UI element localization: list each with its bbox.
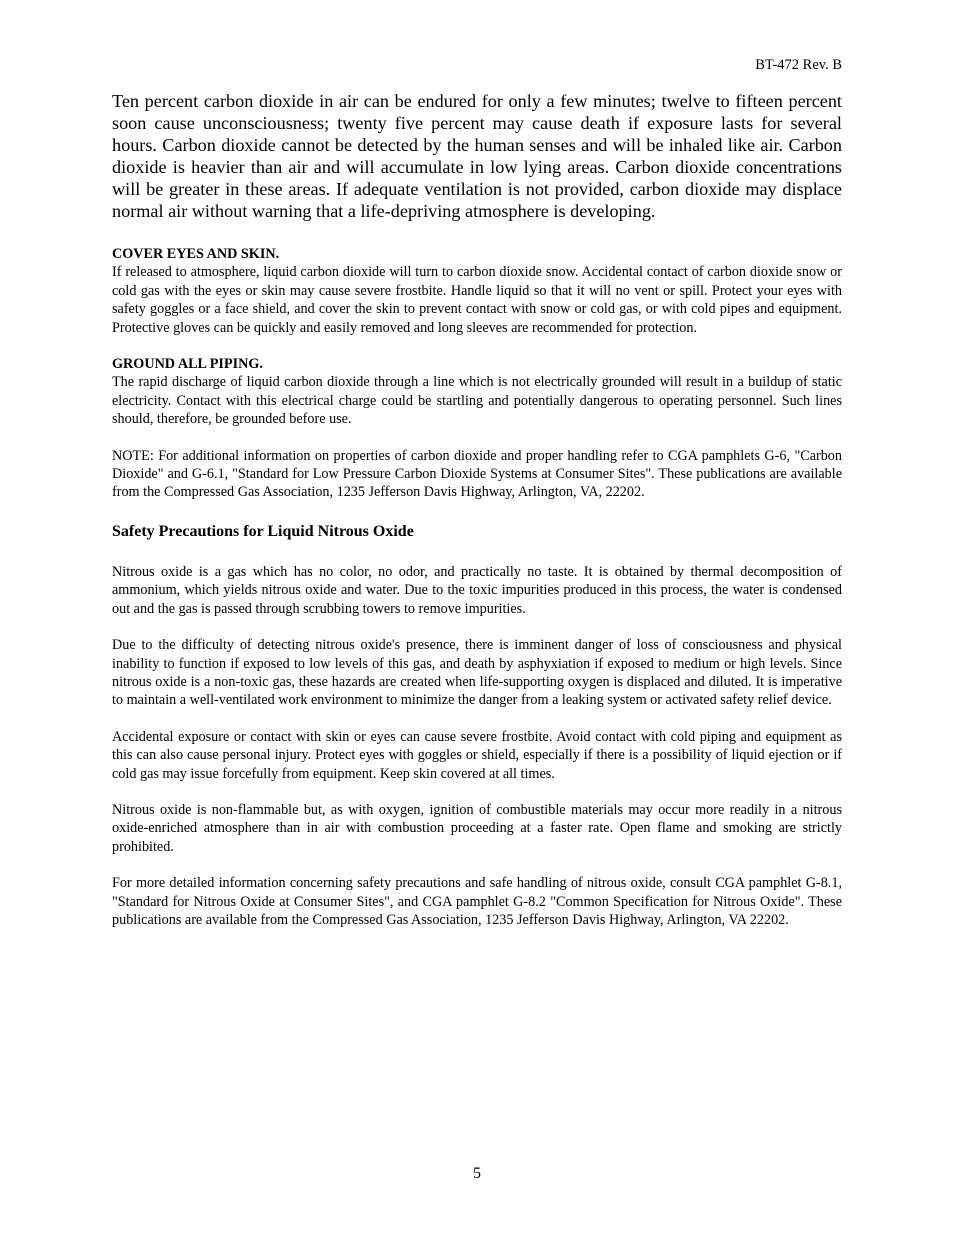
cover-eyes-heading: COVER EYES AND SKIN. (112, 246, 280, 262)
nitrous-paragraph-1: Nitrous oxide is a gas which has no color, no odor, and practically no taste. It is obtained by thermal decomposition of ammonium, which yields nitrous oxide and water. Due to the toxic impurities produced in this process, the water is condensed out and the gas is passed through scrubbing towers to remove impurities. (112, 563, 842, 617)
page-content (112, 90, 842, 929)
ground-piping-paragraph: The rapid discharge of liquid carbon dioxide through a line which is not electrically grounded will result in a buildup of static electricity. Contact with this electrical charge could be startling and potentially dangerous to operating personnel. Such lines should, therefore, be grounded before use. (112, 374, 842, 428)
cover-eyes-paragraph: If released to atmosphere, liquid carbon dioxide will turn to carbon dioxide snow. Accidental contact of carbon dioxide snow or cold gas with the eyes or skin may cause severe frostbite. Handle liquid so that it will no vent or spill. Protect your eyes with safety goggles or a face shield, and cover the skin to prevent contact with snow or cold gas, or with cold pipes and equipment. Protective gloves can be quickly and easily removed and long sleeves are recommended for protection. (112, 264, 842, 336)
note-paragraph: NOTE: For additional information on properties of carbon dioxide and proper handling refer to CGA pamphlets G-6, "Carbon Dioxide" and G-6.1, "Standard for Low Pressure Carbon Dioxide Systems at Consumer Sites". These publications are available from the Compressed Gas Association, 1235 Jefferson Davis Highway, Arlington, VA, 22202. (112, 447, 842, 501)
nitrous-paragraph-3: Accidental exposure or contact with skin or eyes can cause severe frostbite. Avoid contact with cold piping and equipment as this can also cause personal injury. Protect eyes with goggles or shield, especially if there is a possibility of liquid ejection or if cold gas may issue forcefully from equipment. Keep skin covered at all times. (112, 728, 842, 782)
document-id: BT-472 Rev. B (755, 57, 842, 73)
nitrous-paragraph-5: For more detailed information concerning safety precautions and safe handling of nitrous oxide, consult CGA pamphlet G-8.1, "Standard for Nitrous Oxide at Consumer Sites", and CGA pamphlet G-8.2 "Common Specification for Nitrous Oxide". These publications are available from the Compressed Gas Association, 1235 Jefferson Davis Highway, Arlington, VA 22202. (112, 875, 842, 928)
ground-piping-heading: GROUND ALL PIPING. (112, 356, 263, 373)
page-number: 5 (473, 1165, 481, 1182)
nitrous-paragraph-4: Nitrous oxide is non-flammable but, as with oxygen, ignition of combustible materials may occur more readily in a nitrous oxide-enriched atmosphere than in air with combustion proceeding at a faster rate. Open flame and smoking are strictly prohibited. (112, 801, 842, 855)
intro-paragraph: Ten percent carbon dioxide in air can be endured for only a few minutes; twelve to fifteen percent soon cause unconsciousness; twenty five percent may cause death if exposure lasts for several hours. Carbon dioxide cannot be detected by the human senses and will be inhaled like air. Carbon dioxide is heavier than air and will accumulate in low lying areas. Carbon dioxide concentrations will be greater in these areas. If adequate ventilation is not provided, carbon dioxide may displace normal air without warning that a life-depriving atmosphere is developing. (112, 91, 842, 221)
nitrous-section-heading: Safety Precautions for Liquid Nitrous Oxide (112, 522, 414, 540)
nitrous-paragraph-2: Due to the difficulty of detecting nitrous oxide's presence, there is imminent danger of loss of consciousness and physical inability to function if exposed to low levels of this gas, and death by asphyxiation if exposed to medium or high levels. Since nitrous oxide is a non-toxic gas, these hazards are created when life-supporting oxygen is displaced and diluted. It is imperative to maintain a well-ventilated work environment to minimize the danger from a leaking system or activated safety relief device. (112, 637, 842, 709)
